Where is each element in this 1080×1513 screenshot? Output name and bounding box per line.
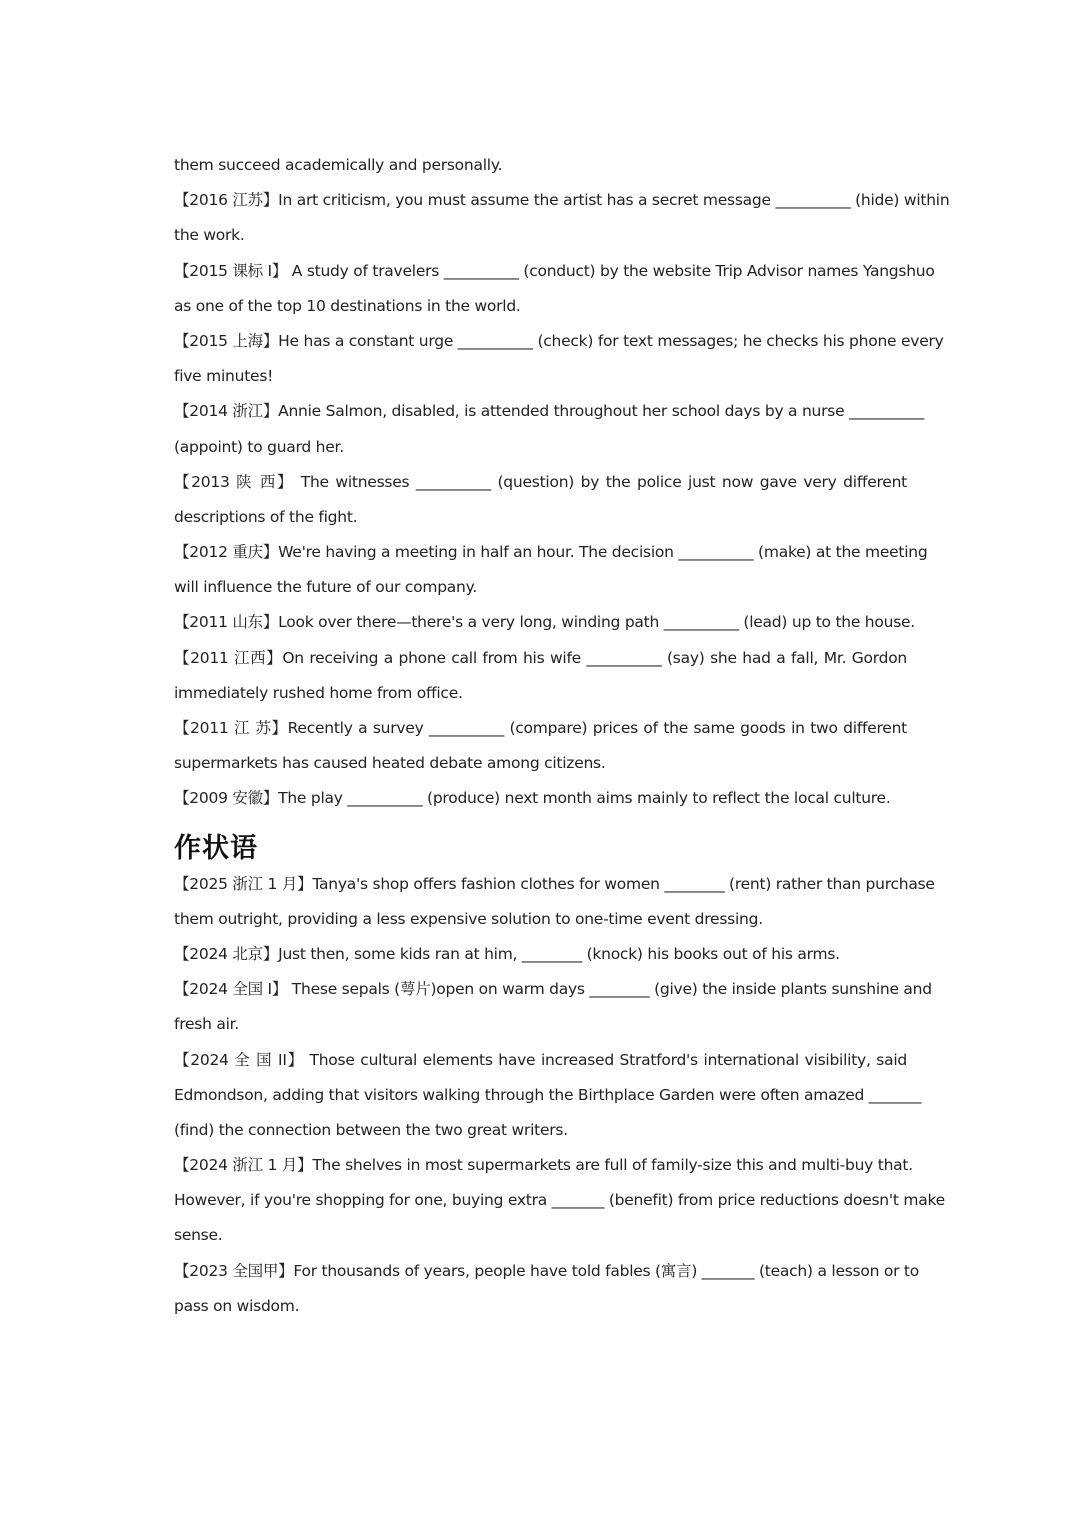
- text-line: Edmondson, adding that visitors walking through the Birthplace Garden were often amazed _______: [174, 1085, 922, 1104]
- question-line: 【2023 全国甲】For thousands of years, people have told fables (寓言) _______ (teach) a lesson or to: [174, 1261, 919, 1280]
- text-line: supermarkets has caused heated debate among citizens.: [174, 754, 606, 773]
- text-line: (appoint) to guard her.: [174, 437, 344, 456]
- text-line: them outright, providing a less expensive solution to one-time event dressing.: [174, 909, 763, 928]
- text-line: However, if you're shopping for one, buying extra _______ (benefit) from price reductions doesn't make: [174, 1191, 945, 1210]
- question-line: 【2025 浙江 1 月】Tanya's shop offers fashion clothes for women ________ (rent) rather than purchase: [174, 874, 935, 893]
- text-line: fresh air.: [174, 1015, 240, 1034]
- text-line: pass on wisdom.: [174, 1296, 300, 1315]
- text-line: the work.: [174, 226, 245, 245]
- section-one: [174, 148, 950, 817]
- document-page: [174, 148, 950, 1324]
- question-line: 【2013 陕 西】 The witnesses __________ (question) by the police just now gave very different: [174, 472, 907, 491]
- section-two: [174, 867, 945, 1324]
- text-line: (find) the connection between the two great writers.: [174, 1120, 568, 1139]
- section-heading: 作状语: [174, 832, 258, 864]
- question-line: 【2012 重庆】We're having a meeting in half an hour. The decision __________ (make) at the meeting: [174, 543, 928, 562]
- question-line: 【2024 全国 I】 These sepals (萼片)open on warm days ________ (give) the inside plants sunshine and: [174, 980, 932, 999]
- text-line: descriptions of the fight.: [174, 507, 358, 526]
- text-line: immediately rushed home from office.: [174, 683, 463, 702]
- question-line: 【2009 安徽】The play __________ (produce) next month aims mainly to reflect the local culture.: [174, 789, 891, 808]
- question-line: 【2015 上海】He has a constant urge __________ (check) for text messages; he checks his phone every: [174, 331, 944, 350]
- question-line: 【2024 北京】Just then, some kids ran at him, ________ (knock) his books out of his arms.: [174, 944, 840, 963]
- question-line: 【2011 江西】On receiving a phone call from his wife __________ (say) she had a fall, Mr. Gordon: [174, 648, 907, 667]
- text-line: them succeed academically and personally.: [174, 156, 503, 174]
- text-line: sense.: [174, 1226, 223, 1245]
- question-line: 【2024 浙江 1 月】The shelves in most supermarkets are full of family-size this and multi-buy that.: [174, 1156, 913, 1175]
- text-line: five minutes!: [174, 367, 274, 386]
- text-line: as one of the top 10 destinations in the world.: [174, 296, 521, 315]
- question-line: 【2011 江 苏】Recently a survey __________ (compare) prices of the same goods in two different: [174, 719, 907, 737]
- question-line: 【2011 山东】Look over there—there's a very long, winding path __________ (lead) up to the house.: [174, 613, 915, 632]
- question-line: 【2014 浙江】Annie Salmon, disabled, is attended throughout her school days by a nurse __________: [174, 402, 925, 421]
- question-line: 【2016 江苏】In art criticism, you must assume the artist has a secret message __________ (hide) within: [174, 191, 950, 210]
- question-line: 【2024 全 国 II】 Those cultural elements have increased Stratford's international visibility, said: [174, 1050, 907, 1069]
- question-line: 【2015 课标 I】 A study of travelers __________ (conduct) by the website Trip Advisor names Yangshuo: [174, 261, 935, 280]
- text-line: will influence the future of our company.: [174, 578, 478, 597]
